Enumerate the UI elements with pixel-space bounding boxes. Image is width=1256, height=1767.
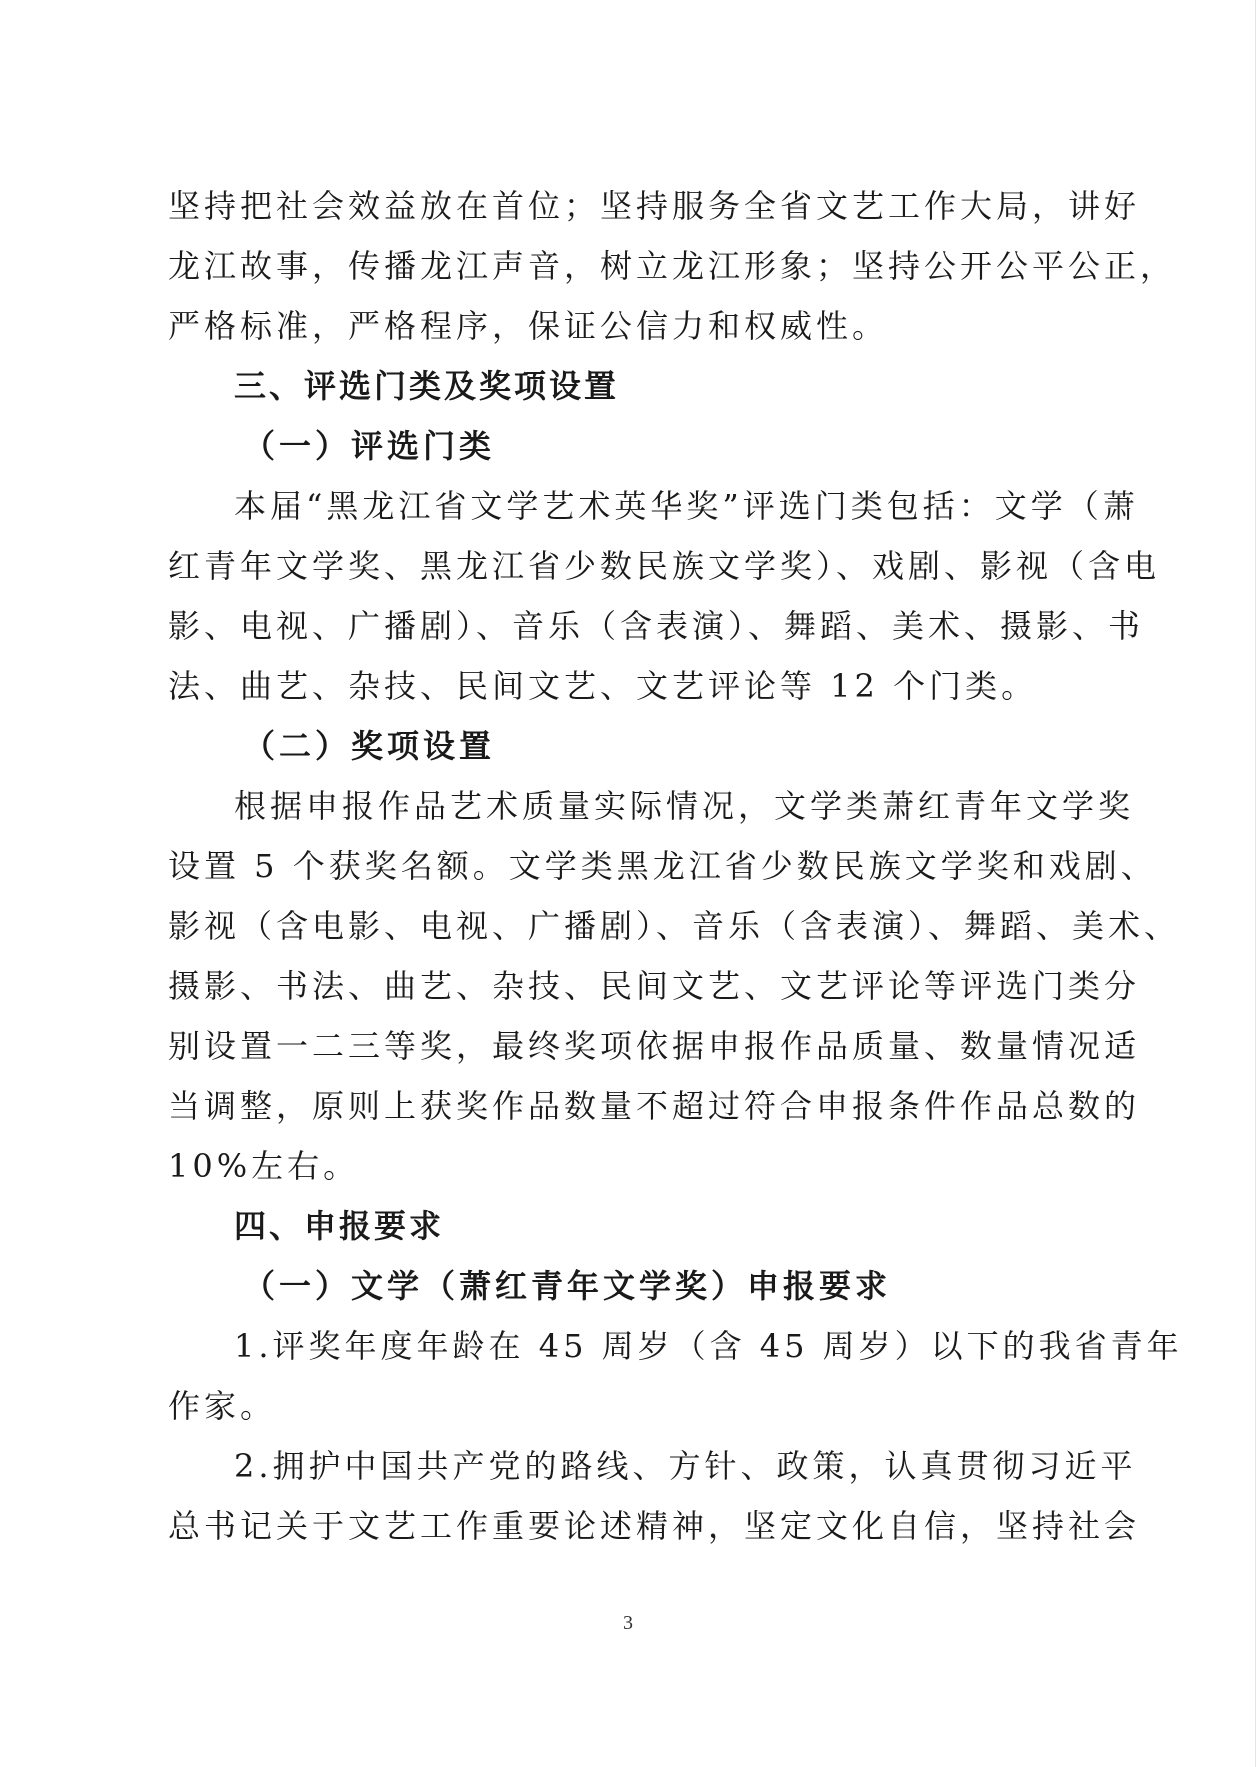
text-line: 坚持把社会效益放在首位；坚持服务全省文艺工作大局，讲好 [168,187,1141,225]
text-line: 摄影、书法、曲艺、杂技、民间文艺、文艺评论等评选门类分 [168,967,1141,1005]
document-body [168,176,1183,1556]
section-heading-4: 四、申报要求 [234,1207,445,1245]
subsection-heading-categories: （一）评选门类 [243,427,496,465]
text-line: 作家。 [168,1387,277,1425]
text-line: 当调整，原则上获奖作品数量不超过符合申报条件作品总数的 [168,1087,1141,1125]
section-heading-3: 三、评选门类及奖项设置 [234,367,620,405]
text-line: 1.评奖年度年龄在 45 周岁（含 45 周岁）以下的我省青年 [234,1327,1183,1365]
text-line: 严格标准，严格程序，保证公信力和权威性。 [168,307,889,345]
text-line: 2.拥护中国共产党的路线、方针、政策，认真贯彻习近平 [234,1447,1137,1485]
intro-paragraph [168,176,1177,356]
text-line: 根据申报作品艺术质量实际情况，文学类萧红青年文学奖 [234,787,1135,825]
text-line: 10%左右。 [168,1147,360,1185]
text-line: 总书记关于文艺工作重要论述精神，坚定文化自信，坚持社会 [168,1507,1141,1545]
text-line: 龙江故事，传播龙江声音，树立龙江形象；坚持公开公平公正， [168,247,1177,285]
page-number: 3 [623,1612,633,1634]
awards-paragraph [168,776,1181,1196]
subsection-heading-literature-requirements: （一）文学（萧红青年文学奖）申报要求 [243,1267,892,1305]
requirement-item-1 [168,1316,1183,1436]
requirement-item-2 [168,1436,1141,1556]
text-line: 影、电视、广播剧）、音乐（含表演）、舞蹈、美术、摄影、书 [168,607,1145,645]
text-line: 本届“黑龙江省文学艺术英华奖”评选门类包括：文学（萧 [234,487,1139,525]
text-line: 设置 5 个获奖名额。文学类黑龙江省少数民族文学奖和戏剧、 [168,847,1157,885]
subsection-heading-awards: （二）奖项设置 [243,727,496,765]
text-line: 法、曲艺、杂技、民间文艺、文艺评论等 12 个门类。 [168,667,1038,705]
text-line: 红青年文学奖、黑龙江省少数民族文学奖）、戏剧、影视（含电 [168,547,1161,585]
text-line: 别设置一二三等奖，最终奖项依据申报作品质量、数量情况适 [168,1027,1141,1065]
text-line: 影视（含电影、电视、广播剧）、音乐（含表演）、舞蹈、美术、 [168,907,1181,945]
categories-paragraph [168,476,1161,716]
